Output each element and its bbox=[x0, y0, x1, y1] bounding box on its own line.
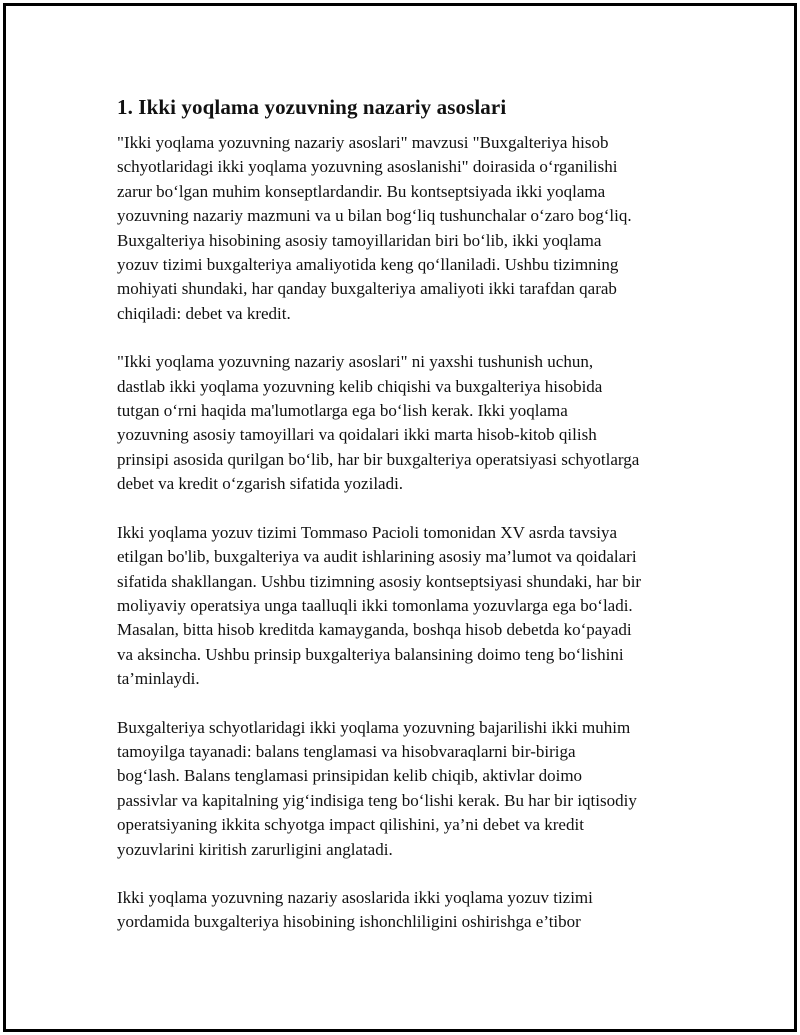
text-line: Ikki yoqlama yozuvning nazariy asoslarida ikki yoqlama yozuv tizimi bbox=[117, 887, 593, 907]
paragraph-2 bbox=[117, 350, 697, 496]
paragraph-3 bbox=[117, 521, 697, 692]
text-line: sifatida shakllangan. Ushbu tizimning asosiy kontseptsiyasi shundaki, har bir bbox=[117, 571, 642, 591]
text-line: yozuvlarini kiritish zarurligini anglatadi. bbox=[117, 839, 393, 859]
text-line: yozuv tizimi buxgalteriya amaliyotida keng qo‘llaniladi. Ushbu tizimning bbox=[117, 255, 619, 275]
text-line: dastlab ikki yoqlama yozuvning kelib chiqishi va buxgalteriya hisobida bbox=[117, 376, 603, 396]
paragraph-5 bbox=[117, 886, 697, 935]
text-line: zarur bo‘lgan muhim konseptlardandir. Bu kontseptsiyada ikki yoqlama bbox=[117, 181, 606, 201]
paragraph-4 bbox=[117, 716, 697, 862]
text-line: yordamida buxgalteriya hisobining ishonchliligini oshirishga e’tibor bbox=[117, 912, 581, 932]
text-line: passivlar va kapitalning yig‘indisiga teng bo‘lishi kerak. Bu har bir iqtisodiy bbox=[117, 790, 637, 810]
text-line: operatsiyaning ikkita schyotga impact qilishini, ya’ni debet va kredit bbox=[117, 815, 584, 835]
text-line: ta’minlaydi. bbox=[117, 669, 200, 689]
text-line: prinsipi asosida qurilgan bo‘lib, har bir buxgalteriya operatsiyasi schyotlarga bbox=[117, 449, 640, 469]
paragraph-1 bbox=[117, 131, 697, 326]
text-line: etilgan bo'lib, buxgalteriya va audit ishlarining asosiy ma’lumot va qoidalari bbox=[117, 547, 637, 567]
document-content bbox=[117, 92, 697, 959]
text-line: mohiyati shundaki, har qanday buxgalteriya amaliyoti ikki tarafdan qarab bbox=[117, 279, 617, 299]
text-line: tamoyilga tayanadi: balans tenglamasi va hisobvaraqlarni bir-biriga bbox=[117, 741, 576, 761]
text-line: Masalan, bitta hisob kreditda kamayganda, boshqa hisob debetda ko‘payadi bbox=[117, 620, 632, 640]
text-line: yozuvning nazariy mazmuni va u bilan bog‘liq tushunchalar o‘zaro bog‘liq. bbox=[117, 206, 632, 226]
text-line: "Ikki yoqlama yozuvning nazariy asoslari" ni yaxshi tushunish uchun, bbox=[117, 352, 594, 372]
section-heading: 1. Ikki yoqlama yozuvning nazariy asoslari bbox=[117, 95, 507, 119]
text-line: Buxgalteriya schyotlaridagi ikki yoqlama yozuvning bajarilishi ikki muhim bbox=[117, 717, 631, 737]
text-line: bog‘lash. Balans tenglamasi prinsipidan kelib chiqib, aktivlar doimo bbox=[117, 766, 583, 786]
text-line: va aksincha. Ushbu prinsip buxgalteriya balansining doimo teng bo‘lishini bbox=[117, 644, 624, 664]
text-line: moliyaviy operatsiya unga taalluqli ikki tomonlama yozuvlarga ega bo‘ladi. bbox=[117, 595, 633, 615]
text-line: Ikki yoqlama yozuv tizimi Tommaso Pacioli tomonidan XV asrda tavsiya bbox=[117, 522, 618, 542]
text-line: schyotlaridagi ikki yoqlama yozuvning asoslanishi" doirasida o‘rganilishi bbox=[117, 157, 618, 177]
text-line: debet va kredit o‘zgarish sifatida yoziladi. bbox=[117, 474, 404, 494]
text-line: "Ikki yoqlama yozuvning nazariy asoslari" mavzusi "Buxgalteriya hisob bbox=[117, 133, 609, 152]
text-line: yozuvning asosiy tamoyillari va qoidalari ikki marta hisob-kitob qilish bbox=[117, 425, 597, 445]
text-line: Buxgalteriya hisobining asosiy tamoyillaridan biri bo‘lib, ikki yoqlama bbox=[117, 230, 602, 250]
text-line: chiqiladi: debet va kredit. bbox=[117, 303, 291, 323]
text-line: tutgan o‘rni haqida ma'lumotlarga ega bo‘lish kerak. Ikki yoqlama bbox=[117, 401, 568, 421]
